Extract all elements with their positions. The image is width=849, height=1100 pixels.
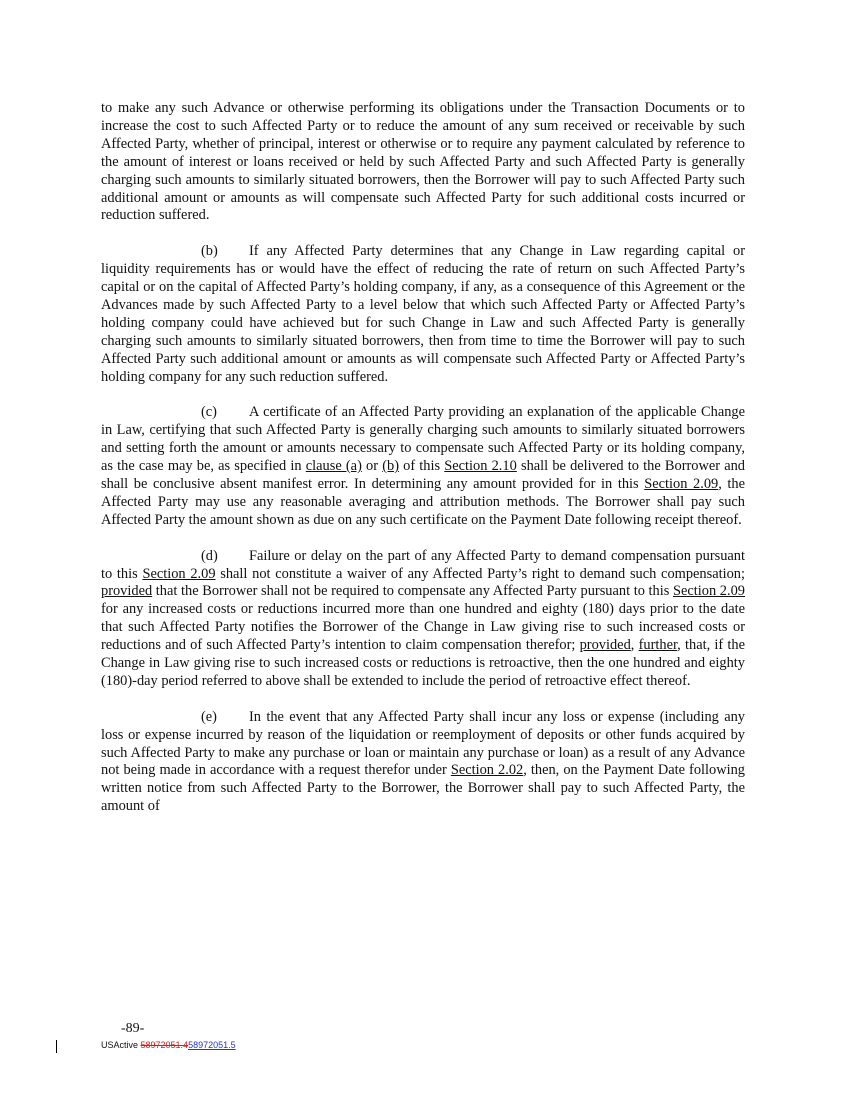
document-body: [101, 100, 745, 834]
cross-reference: Section 2.10: [444, 458, 517, 475]
defined-term: provided: [579, 637, 631, 654]
footer-inserted-doc-id: 58972051.5: [188, 1040, 236, 1050]
paragraph-continuation: to make any such Advance or otherwise performing its obligations under the Transaction Documents or to increase the cost to such Affected Party or to reduce the amount of any sum received or receivable by such Affected Party, whether of principal, interest or otherwise or to require any payment calculated by reference to the amount of interest or loans received or held by such Affected Party and such Affected Party is generally charging such amounts to similarly situated borrowers, then the Borrower will pay to such Affected Party such additional amount or amounts as will compensate such Affected Party for such additional costs incurred or reduction suffered.: [101, 100, 745, 224]
page-number: -89-: [121, 1021, 145, 1036]
paragraph-c: [101, 404, 745, 529]
cross-reference: Section 2.09: [142, 565, 216, 582]
paragraph-c-text: A certificate of an Affected Party providing an explanation of the applicable Change in Law, certifying that such Affected Party is generally charging such amounts to similarly situated borrowers and setting forth the amount or amounts necessary to compensate such Affected Party or its holding company, as the case may be, as specified in: [101, 404, 745, 475]
paragraph-d-text: , that, if the Change in Law giving rise to such increased costs or reductions is retroactive, then the one hundred and eighty (180)-day period referred to above shall be extended to include the period of retroactive effect thereof.: [101, 637, 745, 689]
paragraph-c-text: or: [361, 458, 383, 475]
change-bar: [56, 1040, 57, 1053]
defined-term: provided: [101, 583, 153, 600]
document-footer: [101, 1040, 236, 1050]
paragraph-d-text: shall not constitute a waiver of any Affected Party’s right to demand such compensation;: [215, 565, 745, 582]
paragraph-d-text: ,: [630, 637, 639, 654]
paragraph-b: [101, 243, 745, 386]
paragraph-e-text: In the event that any Affected Party shall incur any loss or expense (including any loss or expense incurred by reason of the liquidation or reemployment of deposits or other funds acquired by such Affected Party to make any purchase or loan or maintain any purchase or loan) as a result of any Advance not being made in accordance with a request therefor under: [101, 708, 745, 779]
footer-deleted-doc-id: 58972051.4: [140, 1040, 189, 1050]
paragraph-e-text: , then, on the Payment Date following written notice from such Affected Party to the Borrower, the Borrower shall pay to such Affected Party, the amount of: [101, 762, 746, 815]
cross-reference: Section 2.09: [673, 583, 745, 600]
paragraph-d-text: that the Borrower shall not be required to compensate any Affected Party pursuant to this: [152, 583, 673, 600]
cross-reference: (b): [382, 458, 399, 475]
cross-reference: Section 2.02: [450, 762, 524, 779]
paragraph-e: [101, 709, 745, 816]
paragraph-d: [101, 548, 745, 691]
paragraph-c-text: , the Affected Party may use any reasonable averaging and attribution methods. The Borrower shall pay such Affected Party the amount shown as due on any such certificate on the Payment Date following receipt thereof.: [101, 476, 746, 528]
clause-label-b: (b): [201, 243, 218, 260]
paragraph-d-text: Failure or delay on the part of any Affected Party to demand compensation pursuant to this: [101, 547, 745, 582]
cross-reference: Section 2.09: [644, 476, 719, 492]
footer-prefix: USActive: [101, 1040, 141, 1050]
defined-term: further: [638, 637, 678, 654]
clause-label-e: (e): [201, 708, 217, 725]
paragraph-c-text: shall be delivered to the Borrower and shall be conclusive absent manifest error. In determining any amount provided for in this: [101, 458, 745, 492]
paragraph-c-text: of this: [398, 458, 445, 475]
paragraph-b-text: If any Affected Party determines that any Change in Law regarding capital or liquidity requirements has or would have the effect of reducing the rate of return on such Affected Party’s capital or on the capital of Affected Party’s holding company, if any, as a consequence of this Agreement or the Advances made by such Affected Party to a level below that which such Affected Party or Affected Party’s holding company could have achieved but for such Change in Law and such Affected Party is generally charging such amounts to similarly situated borrowers, then from time to time the Borrower will pay to such Affected Party such additional amount or amounts as will compensate such Affected Party or Affected Party’s holding company for any such reduction suffered.: [101, 243, 745, 385]
clause-label-d: (d): [201, 547, 218, 564]
clause-label-c: (c): [201, 404, 217, 421]
cross-reference: clause (a): [305, 458, 362, 475]
paragraph-d-text: for any increased costs or reductions incurred more than one hundred and eighty (180) days prior to the date that such Affected Party notifies the Borrower of the Change in Law giving rise to such increased costs or reductions and of such Affected Party’s intention to claim compensation therefor;: [101, 601, 745, 654]
